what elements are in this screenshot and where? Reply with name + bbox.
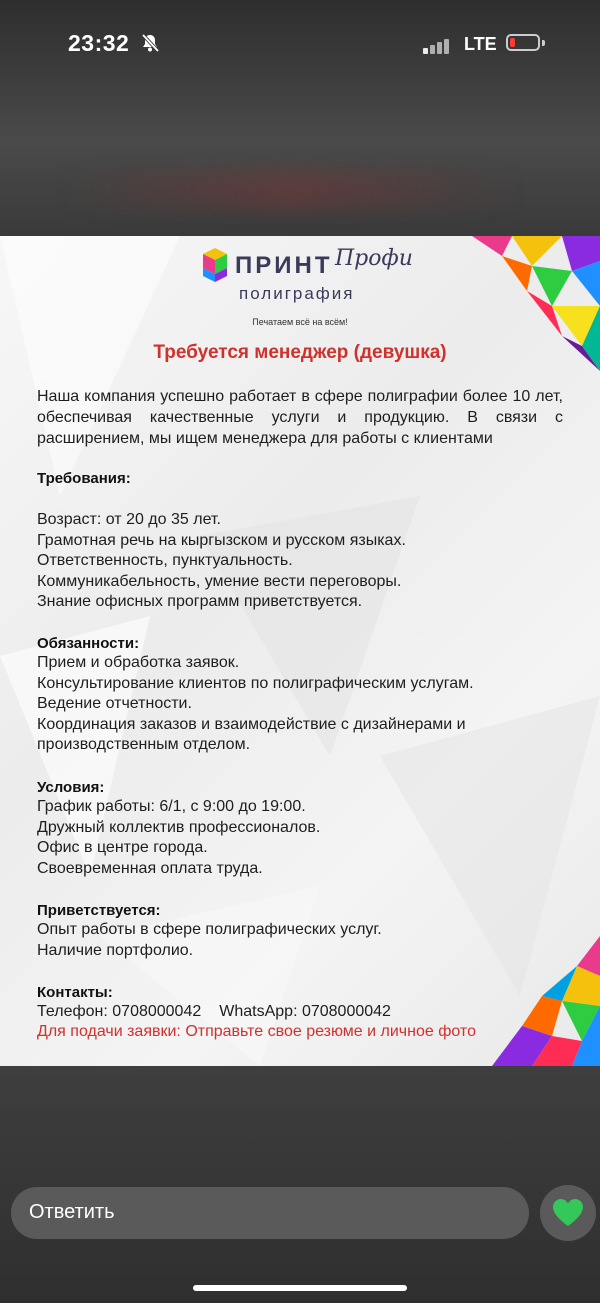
intro-paragraph: Наша компания успешно работает в сфере полиграфии более 10 лет, обеспечивая качественные услуги и продукцию. В связи с расширением, мы ищем менеджера для работы с клиентами xyxy=(37,388,563,447)
list-item: производственным отделом. xyxy=(37,736,251,753)
contact-phone: Телефон: 0708000042 xyxy=(37,1003,202,1020)
status-bar xyxy=(0,0,600,90)
background-bottom xyxy=(0,1066,600,1303)
list-item: Прием и обработка заявок. xyxy=(37,654,240,671)
job-poster-image[interactable] xyxy=(0,236,600,1066)
list-item: Своевременная оплата труда. xyxy=(37,859,263,877)
duties-list xyxy=(37,653,567,756)
reply-placeholder: Ответить xyxy=(29,1201,115,1223)
like-button[interactable] xyxy=(540,1185,596,1241)
contact-whatsapp: WhatsApp: 0708000042 xyxy=(219,1003,391,1020)
logo-script: Профи xyxy=(335,246,413,271)
logo-subtitle: полиграфия xyxy=(239,284,355,303)
list-item: Дружный коллектив профессионалов. xyxy=(37,818,321,836)
list-item: Консультирование клиентов по полиграфическим услугам. xyxy=(37,674,474,692)
conditions-list xyxy=(37,797,567,879)
welcome-list xyxy=(37,920,567,961)
blurred-background xyxy=(60,170,520,210)
welcome-title: Приветствуется: xyxy=(37,902,161,919)
network-label: LTE xyxy=(464,34,497,54)
list-item: Возраст: от 20 до 35 лет. xyxy=(37,511,221,528)
list-item: Коммуникабельность, умение вести переговоры. xyxy=(37,572,402,590)
list-item: Знание офисных программ приветствуется. xyxy=(37,593,363,610)
reply-input[interactable] xyxy=(11,1187,529,1239)
battery-level xyxy=(510,38,515,47)
requirements-title: Требования: xyxy=(37,470,131,487)
contacts-line xyxy=(37,1003,391,1021)
list-item: Ответственность, пунктуальность. xyxy=(37,552,293,569)
list-item: Опыт работы в сфере полиграфических услуг. xyxy=(37,921,382,938)
signal-icon xyxy=(423,36,451,54)
poster-headline: Требуется менеджер (девушка) xyxy=(153,342,447,363)
apply-instructions: Для подачи заявки: Отправьте свое резюме и личное фото xyxy=(37,1023,476,1040)
bell-slash-icon xyxy=(140,33,160,53)
battery-cap xyxy=(542,40,545,46)
list-item: Офис в центре города. xyxy=(37,839,208,856)
requirements-list xyxy=(37,510,567,613)
list-item: График работы: 6/1, с 9:00 до 19:00. xyxy=(37,798,306,815)
duties-title: Обязанности: xyxy=(37,635,140,652)
conditions-title: Условия: xyxy=(37,779,105,796)
home-indicator[interactable] xyxy=(193,1285,407,1291)
list-item: Ведение отчетности. xyxy=(37,695,192,712)
company-logo xyxy=(203,246,423,306)
battery-icon xyxy=(506,34,540,51)
contacts-title: Контакты: xyxy=(37,984,113,1001)
status-time: 23:32 xyxy=(68,30,130,56)
list-item: Наличие портфолио. xyxy=(37,941,194,959)
logo-brand: ПРИНТ xyxy=(235,252,333,279)
list-item: Грамотная речь на кыргызском и русском языках. xyxy=(37,531,406,549)
list-item: Координация заказов и взаимодействие с дизайнерами и xyxy=(37,715,466,733)
heart-icon xyxy=(553,1199,583,1227)
slogan: Печатаем всё на всём! xyxy=(252,317,348,327)
cube-logo-icon xyxy=(203,248,227,282)
